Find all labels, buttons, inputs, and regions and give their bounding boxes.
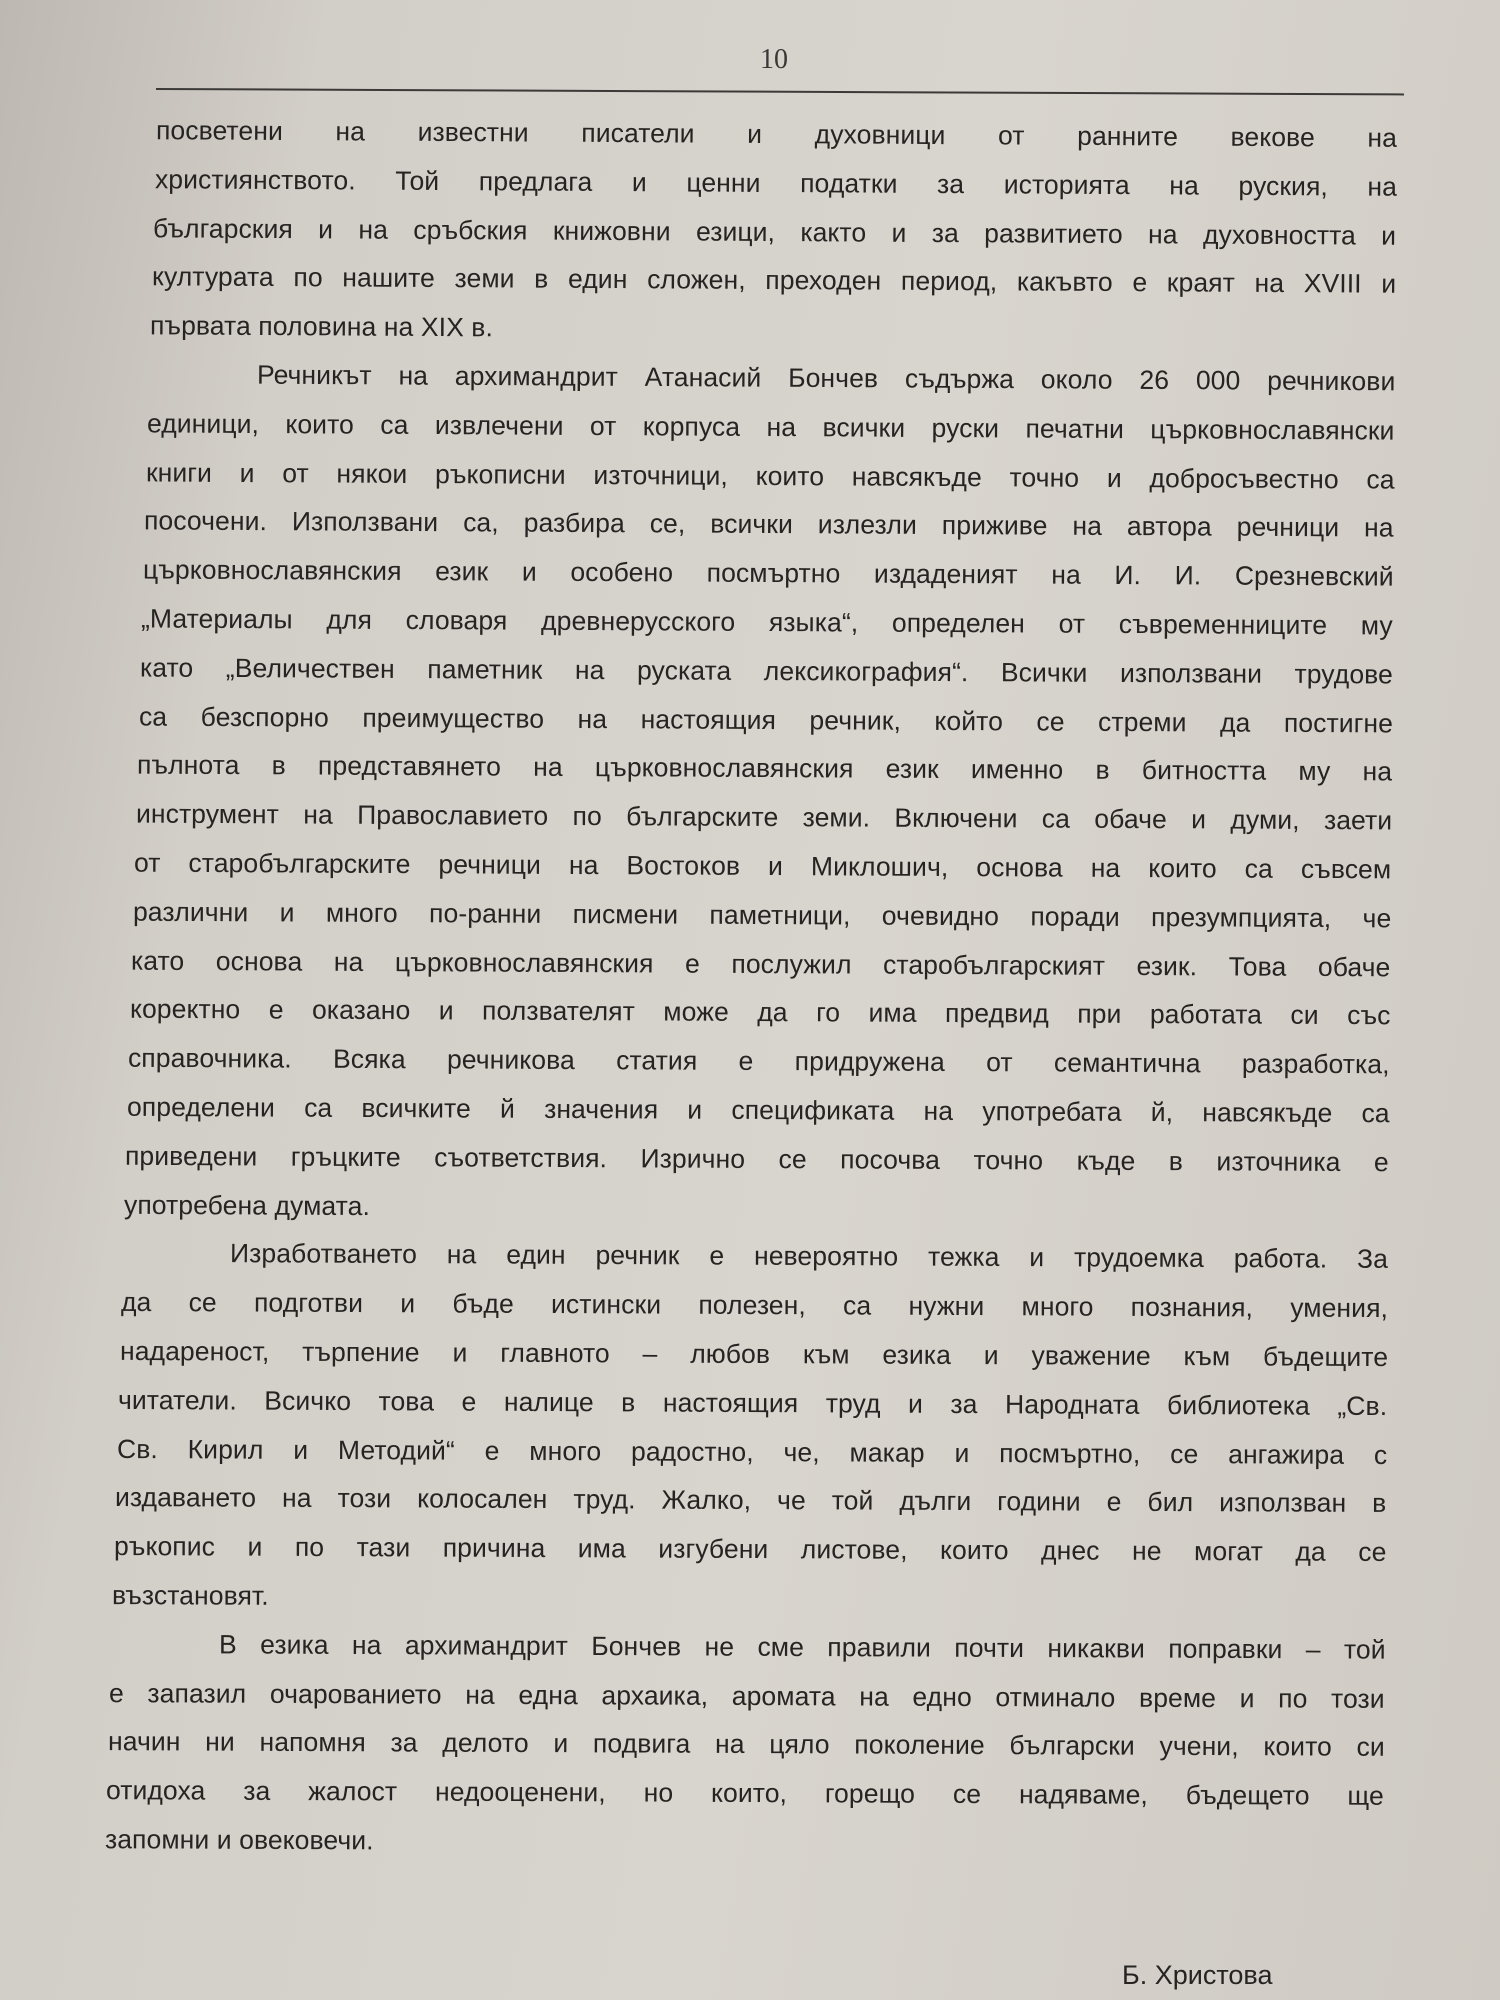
- text-line: читатели. Всичко това е налице в настоящия труд и за Народната библиотека „Св.: [118, 1384, 1388, 1421]
- text-line: определени са всичките й значения и спецификата на употребата й, навсякъде са: [126, 1091, 1390, 1129]
- text-line: първата половина на XIX в.: [150, 310, 494, 343]
- text-line: В езика на архимандрит Бончев не сме правили почти никакви поправки – той: [218, 1629, 1386, 1665]
- text-line: единици, които са извлечени от корпуса на всички руски печатни църковнославянски: [147, 408, 1395, 446]
- text-line: различни и много по-ранни писмени паметници, очевидно поради презумпцията, че: [132, 896, 1392, 934]
- text-line: Речникът на архимандрит Атанасий Бончев съдържа около 26 000 речникови: [256, 359, 1396, 397]
- text-line: са безспорно преимущество на настоящия речник, който се стреми да постигне: [138, 701, 1393, 739]
- text-line: посветени на известни писатели и духовници от ранните векове на: [155, 115, 1398, 153]
- text-line: посочени. Използвани са, разбира се, всички излезли приживе на автора речници на: [144, 505, 1395, 543]
- text-line: възстановят.: [112, 1580, 270, 1611]
- text-line: начин ни напомня за делото и подвига на цяло поколение български учени, които си: [107, 1726, 1385, 1763]
- text-line: българския и на сръбския книжовни езици, както и за развитието на духовността и: [152, 212, 1397, 251]
- text-line: употребена думата.: [123, 1189, 370, 1221]
- text-line: културата по нашите земи в един сложен, преходен период, какъвто е краят на XVIII и: [151, 261, 1396, 300]
- text-line: Св. Кирил и Методий“ е много радостно, че, макар и посмъртно, се ангажира с: [116, 1433, 1388, 1470]
- author-signature: Б. Христова: [1122, 1960, 1273, 1990]
- text-line: приведени гръцките съответствия. Изрично се посочва точно къде в източника е: [125, 1140, 1390, 1177]
- text-line: от старобългарските речници на Востоков и Миклошич, основа на които са съвсем: [134, 847, 1392, 885]
- text-line: пълнота в представянето на църковнославянския език именно в битността му на: [136, 749, 1393, 787]
- text-line: ръкопис и по тази причина има изгубени листове, които днес не могат да се: [113, 1531, 1387, 1568]
- text-line: Изработването на един речник е невероятно тежка и трудоемка работа. За: [230, 1238, 1389, 1275]
- text-line: надареност, търпение и главното – любов към езика и уважение към бъдещите: [119, 1335, 1388, 1373]
- text-line: книги и от някои ръкописни източници, които навсякъде точно и добросъвестно са: [145, 456, 1395, 495]
- text-line: отидоха за жалост недооценени, но които, горещо се надяваме, бъдещето ще: [106, 1775, 1385, 1812]
- text-line: „Материалы для словаря древнерусского языка“, определен от съвременниците му: [141, 603, 1394, 641]
- text-line: справочника. Всяка речникова статия е придружена от семантична разработка,: [128, 1042, 1391, 1080]
- page-number: 10: [760, 44, 788, 75]
- header-rule: [156, 88, 1404, 95]
- text-line: да се подготви и бъде истински полезен, са нужни много познания, умения,: [120, 1287, 1389, 1324]
- text-line: инструмент на Православието по българските земи. Включени са обаче и думи, заети: [135, 798, 1392, 836]
- text-line: християнството. Той предлага и ценни податки за историята на руския, на: [154, 164, 1397, 202]
- text-line: издаването на този колосален труд. Жалко, че той дълги години е бил използван в: [115, 1482, 1387, 1519]
- text-line: коректно е оказано и ползвателят може да го има предвид при работата си със: [129, 994, 1391, 1031]
- text-line: е запазил очарованието на една архаика, аромата на едно отминало време и по този: [109, 1677, 1386, 1714]
- text-line: като основа на църковнославянския е послужил старобългарският език. Това обаче: [131, 945, 1391, 982]
- text-line: като „Величествен паметник на руската лексикография“. Всички използвани трудове: [139, 652, 1393, 690]
- text-line: запомни и овековечи.: [104, 1824, 374, 1856]
- text-line: църковнославянския език и особено посмъртно издаденият на И. И. Срезневский: [142, 554, 1394, 592]
